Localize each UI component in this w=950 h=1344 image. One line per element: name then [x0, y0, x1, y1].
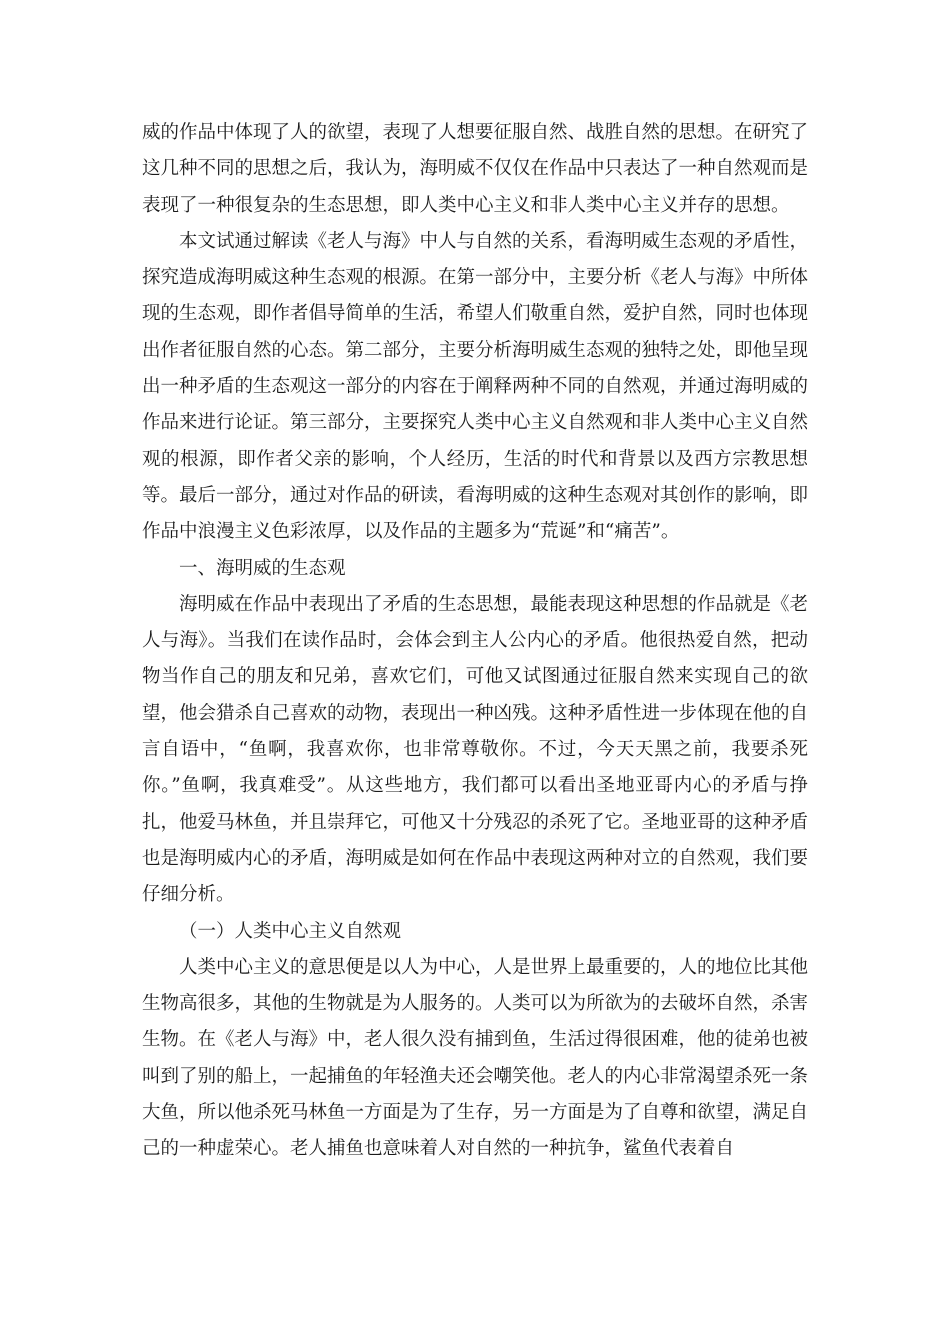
paragraph-anthropocentrism: 人类中心主义的意思便是以人为中心，人是世界上最重要的，人的地位比其他生物高很多，其他的生物就是为人服务的。人类可以为所欲为的去破坏自然，杀害生物。在《老人与海》中，老人很久没有捕到鱼，生活过得很困难，他的徒弟也被叫到了别的船上，一起捕鱼的年轻渔夫还会嘲笑他。老人的内心非常渴望杀死一条大鱼，所以他杀死马林鱼一方面是为了生存，另一方面是为了自尊和欲望，满足自己的一种虚荣心。老人捕鱼也意味着人对自然的一种抗争，鲨鱼代表着自: [142, 956, 809, 1160]
paragraph-continued: 威的作品中体现了人的欲望，表现了人想要征服自然、战胜自然的思想。在研究了这几种不同的思想之后，我认为，海明威不仅仅在作品中只表达了一种自然观而是表现了一种很复杂的生态思想，即人类中心主义和非人类中心主义并存的思想。: [142, 122, 809, 216]
paragraph-contradiction: 海明威在作品中表现出了矛盾的生态思想，最能表现这种思想的作品就是《老人与海》。当我们在读作品时，会体会到主人公内心的矛盾。他很热爱自然，把动物当作自己的朋友和兄弟，喜欢它们，可他又试图通过征服自然来实现自己的欲望，他会猎杀自己喜欢的动物，表现出一种凶残。这种矛盾性进一步体现在他的自言自语中，“鱼啊，我喜欢你，也非常尊敬你。不过，今天天黑之前，我要杀死你。”鱼啊，我真难受”。从这些地方，我们都可以看出圣地亚哥内心的矛盾与挣扎，他爱马林鱼，并且崇拜它，可他又十分残忍的杀死了它。圣地亚哥的这种矛盾也是海明威内心的矛盾，海明威是如何在作品中表现这两种对立的自然观，我们要仔细分析。: [142, 593, 809, 906]
subsection-heading-anthropocentrism: （一）人类中心主义自然观: [179, 920, 402, 942]
paragraph-introduction: 本文试通过解读《老人与海》中人与自然的关系，看海明威生态观的矛盾性，探究造成海明威这种生态观的根源。在第一部分中，主要分析《老人与海》中所体现的生态观，即作者倡导简单的生活，希望人们敬重自然，爱护自然，同时也体现出作者征服自然的心态。第二部分，主要分析海明威生态观的独特之处，即他呈现出一种矛盾的生态观这一部分的内容在于阐释两种不同的自然观，并通过海明威的作品来进行论证。第三部分，主要探究人类中心主义自然观和非人类中心主义自然观的根源，即作者父亲的影响，个人经历，生活的时代和背景以及西方宗教思想等。最后一部分，通过对作品的研读，看海明威的这种生态观对其创作的影响，即作品中浪漫主义色彩浓厚，以及作品的主题多为“荒诞”和“痛苦”。: [142, 230, 809, 543]
section-heading-ecological-view: 一、海明威的生态观: [179, 557, 346, 579]
